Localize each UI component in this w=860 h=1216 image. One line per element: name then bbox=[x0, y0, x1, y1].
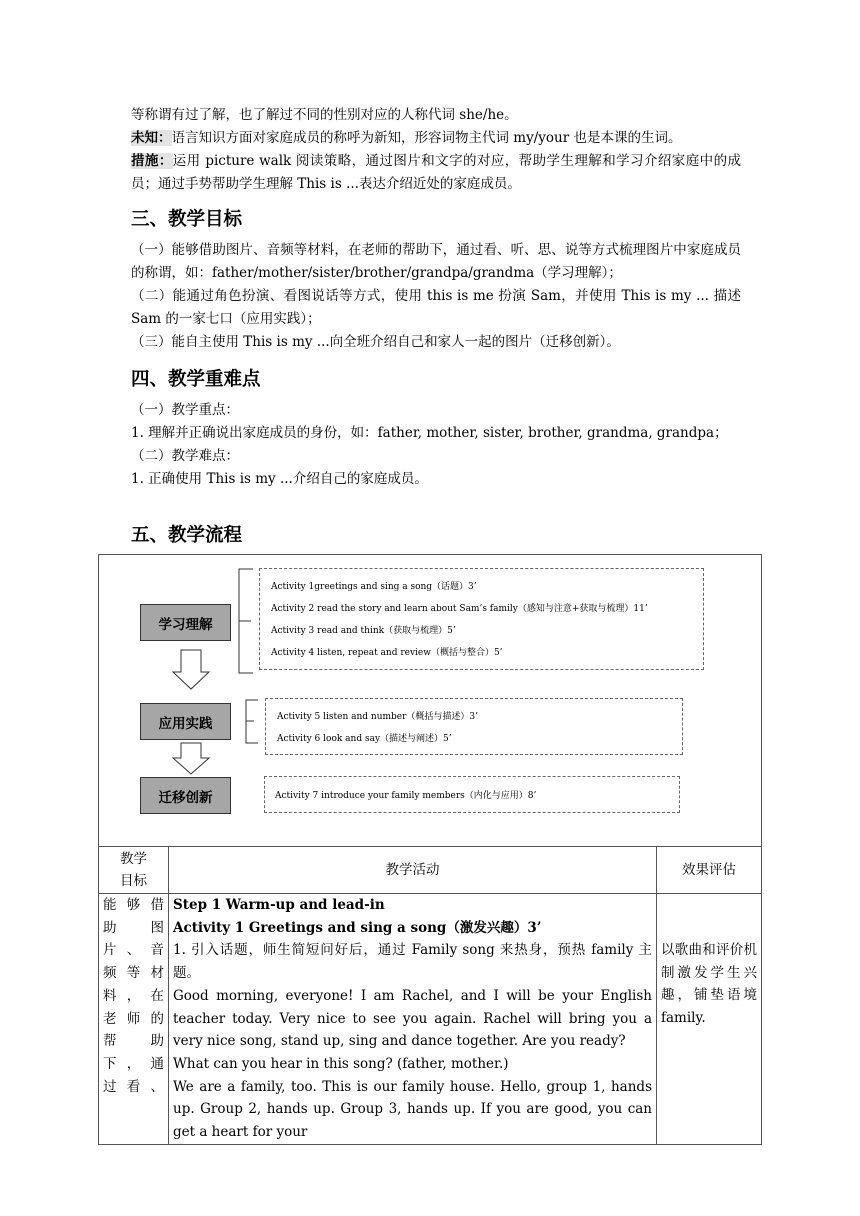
goal-3: （三）能自主使用 This is my ...向全班介绍自己和家人一起的图片（迁移创新）。 bbox=[131, 334, 620, 350]
intro-measure bbox=[131, 150, 741, 196]
goal-line: 老师的 bbox=[103, 1010, 164, 1027]
table-header-row bbox=[99, 847, 762, 894]
flow-diagram bbox=[98, 554, 762, 847]
key-point-1: 1. 理解并正确说出家庭成员的身份，如：father, mother, sister, brother, grandma, grandpa； bbox=[131, 425, 728, 441]
key-point-label: （一）教学重点： bbox=[131, 402, 239, 418]
goal-line: 助 图 bbox=[103, 919, 164, 936]
difficulty-label: （二）教学难点： bbox=[131, 448, 239, 464]
activity-content: 1. 引入话题，师生简短问好后，通过 Family song 来热身，预热 family 主题。 bbox=[173, 942, 652, 982]
stage-learning-understanding: 学习理解 bbox=[140, 604, 231, 641]
activity-content: We are a family, too. This is our family house. Hello, group 1, hands up. Group 2, hands up. Group 3, hands up. If you are good, you can get a heart for your bbox=[173, 1078, 652, 1141]
activity-5: Activity 5 listen and number（概括与描述）3’ bbox=[277, 712, 479, 722]
unknown-label: 未知： bbox=[131, 130, 172, 146]
activity-title: Activity 1 Greetings and sing a song（激发兴趣）3’ bbox=[173, 919, 542, 936]
goal-line: 下，通 bbox=[103, 1055, 164, 1072]
header-goal-label: 教学目标 bbox=[120, 850, 147, 889]
table-row bbox=[99, 894, 762, 1145]
intro-line: 等称谓有过了解，也了解过不同的性别对应的人称代词 she/he。 bbox=[131, 107, 518, 123]
section-5-title: 五、教学流程 bbox=[131, 525, 243, 546]
activity-3: Activity 3 read and think（获取与梳理）5’ bbox=[271, 626, 456, 636]
unknown-text: 语言知识方面对家庭成员的称呼为新知，形容词物主代词 my/your 也是本课的生词。 bbox=[171, 130, 682, 146]
header-activity: 教学活动 bbox=[169, 847, 657, 894]
stage-applied-practice: 应用实践 bbox=[140, 703, 231, 740]
activity-7: Activity 7 introduce your family members（内化与应用）8’ bbox=[275, 791, 537, 801]
activity-1: Activity 1greetings and sing a song（话题）3’ bbox=[271, 582, 477, 592]
teaching-table bbox=[98, 846, 762, 1145]
activity-4: Activity 4 listen, repeat and review（概括与整合）5’ bbox=[271, 648, 503, 658]
activity-content: What can you hear in this song? (father, mother.) bbox=[173, 1055, 509, 1072]
header-goal bbox=[99, 847, 169, 894]
stage-transfer-innovation: 迁移创新 bbox=[140, 777, 231, 814]
section-3-title: 三、教学目标 bbox=[131, 209, 243, 230]
goal-line: 能够借 bbox=[103, 897, 164, 913]
goal-line: 料，在 bbox=[103, 987, 164, 1004]
evaluation-text: 以歌曲和评价机制激发学生兴趣，铺垫语境 family. bbox=[661, 942, 757, 1027]
measure-label: 措施： bbox=[131, 153, 173, 169]
goal-line: 片、音 bbox=[103, 942, 164, 959]
goal-line: 过看、 bbox=[103, 1078, 164, 1095]
goal-cell bbox=[99, 894, 169, 1145]
goal-1: （一）能够借助图片、音频等材料，在老师的帮助下，通过看、听、思、说等方式梳理图片中家庭成员的称谓，如：father/mother/sister/brother/grandpa/grandma（学习理解）； bbox=[131, 242, 741, 281]
intro-unknown bbox=[131, 127, 741, 150]
header-evaluation: 效果评估 bbox=[657, 847, 762, 894]
difficulty-1: 1. 正确使用 This is my ...介绍自己的家庭成员。 bbox=[131, 471, 428, 487]
measure-text: 运用 picture walk 阅读策略，通过图片和文字的对应，帮助学生理解和学习介绍家庭中的成员；通过手势帮助学生理解 This is ...表达介绍近处的家庭成员。 bbox=[131, 153, 741, 192]
evaluation-cell bbox=[657, 894, 762, 1145]
step-title: Step 1 Warm-up and lead-in bbox=[173, 897, 385, 913]
activity-content: Good morning, everyone! I am Rachel, and I will be your English teacher today. Very nice to see you again. Rachel will bring you a very nice song, stand up, sing and dance together. Are you ready? bbox=[173, 987, 652, 1050]
activity-group-2 bbox=[265, 698, 683, 755]
goal-line: 帮 助 bbox=[103, 1033, 164, 1050]
activity-cell bbox=[169, 894, 657, 1145]
goal-2: （二）能通过角色扮演、看图说话等方式，使用 this is me 扮演 Sam，并使用 This is my ... 描述 Sam 的一家七口（应用实践）； bbox=[131, 288, 741, 327]
section-4-title: 四、教学重难点 bbox=[131, 369, 261, 390]
activity-2: Activity 2 read the story and learn about Sam’s family（感知与注意+获取与梳理）11’ bbox=[271, 604, 648, 614]
activity-6: Activity 6 look and say（描述与阐述）5’ bbox=[277, 734, 452, 744]
goal-line: 频等材 bbox=[103, 965, 164, 982]
